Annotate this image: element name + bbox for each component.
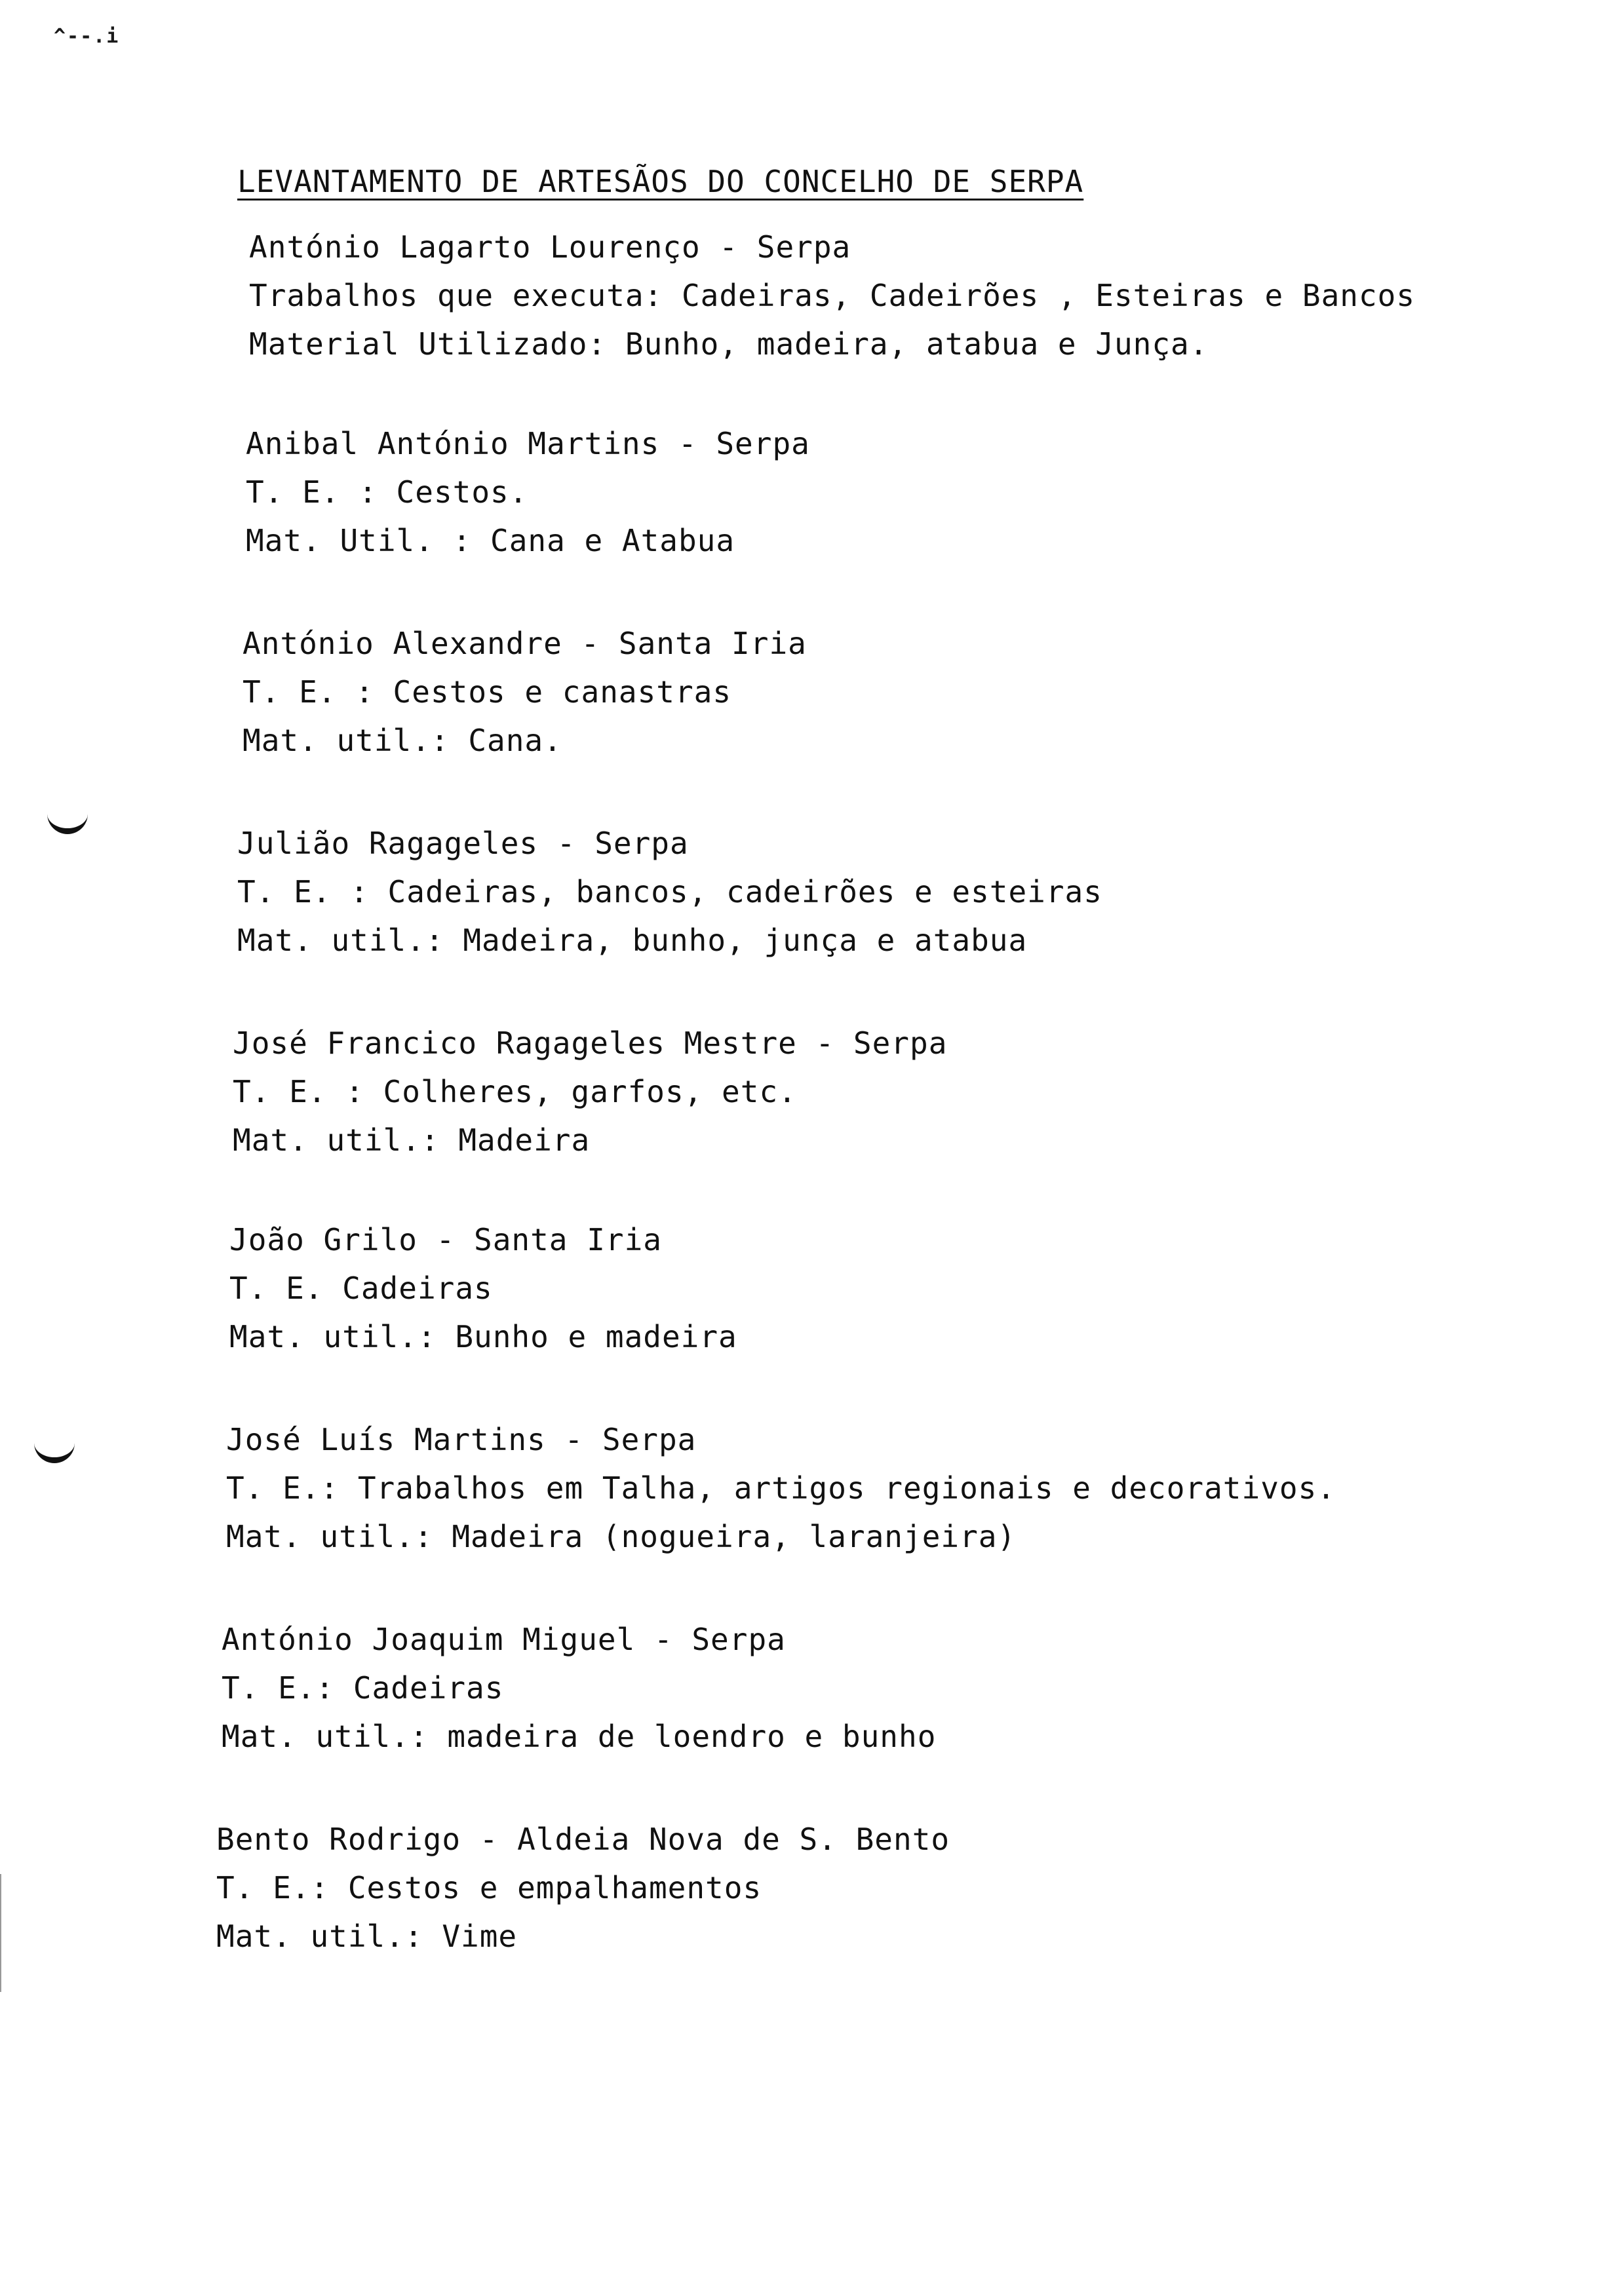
artisan-work: T. E. : Cadeiras, bancos, cadeirões e esteiras — [237, 874, 1102, 909]
artisan-name: António Joaquim Miguel - Serpa — [222, 1622, 786, 1657]
artisan-name: António Lagarto Lourenço - Serpa — [249, 229, 851, 265]
artisan-work: T. E. : Colheres, garfos, etc. — [233, 1074, 797, 1109]
artisan-entry — [226, 1415, 1336, 1561]
artisan-entry — [249, 223, 1415, 368]
artisan-material: Mat. util.: madeira de loendro e bunho — [222, 1719, 937, 1754]
scan-edge-line — [0, 1874, 1, 1992]
artisan-entry — [243, 619, 807, 765]
artisan-material: Mat. util.: Vime — [216, 1919, 518, 1954]
artisan-name: Bento Rodrigo - Aldeia Nova de S. Bento — [216, 1822, 950, 1857]
artisan-name: José Francico Ragageles Mestre - Serpa — [233, 1025, 948, 1061]
artisan-name: Julião Ragageles - Serpa — [237, 826, 689, 861]
artisan-work: Trabalhos que executa: Cadeiras, Cadeirões , Esteiras e Bancos — [249, 278, 1416, 313]
artisan-work: T. E. Cadeiras — [229, 1271, 493, 1306]
artisan-material: Material Utilizado: Bunho, madeira, atabua e Junça. — [249, 326, 1209, 362]
artisan-name: José Luís Martins - Serpa — [226, 1422, 697, 1457]
punch-hole-mark — [34, 1435, 75, 1463]
artisan-name: Anibal António Martins - Serpa — [246, 426, 810, 461]
artisan-work: T. E.: Cadeiras — [222, 1670, 504, 1706]
artisan-material: Mat. util.: Madeira (nogueira, laranjeira) — [226, 1519, 1017, 1554]
artisan-entry — [216, 1815, 950, 1961]
artisan-name: António Alexandre - Santa Iria — [243, 626, 807, 661]
artisan-work: T. E. : Cestos. — [246, 474, 528, 510]
artisan-entry — [233, 1019, 947, 1164]
punch-hole-mark — [47, 806, 88, 834]
artisan-work: T. E.: Cestos e empalhamentos — [216, 1870, 762, 1905]
artisan-material: Mat. util.: Madeira, bunho, junça e atabua — [237, 923, 1028, 958]
artisan-name: João Grilo - Santa Iria — [229, 1222, 662, 1257]
artisan-material: Mat. Util. : Cana e Atabua — [246, 523, 735, 558]
artisan-material: Mat. util.: Bunho e madeira — [229, 1319, 737, 1354]
artisan-entry — [229, 1215, 737, 1361]
artisan-work: T. E. : Cestos e canastras — [243, 674, 732, 710]
artisan-entry — [246, 419, 810, 565]
artisan-entry — [237, 819, 1102, 965]
artisan-work: T. E.: Trabalhos em Talha, artigos regionais e decorativos. — [226, 1470, 1336, 1506]
artisan-material: Mat. util.: Cana. — [243, 723, 562, 758]
corner-scribble: ^--.i — [54, 25, 120, 48]
artisan-material: Mat. util.: Madeira — [233, 1122, 591, 1158]
document-title: LEVANTAMENTO DE ARTESÃOS DO CONCELHO DE SERPA — [237, 164, 1084, 199]
artisan-entry — [222, 1615, 936, 1761]
